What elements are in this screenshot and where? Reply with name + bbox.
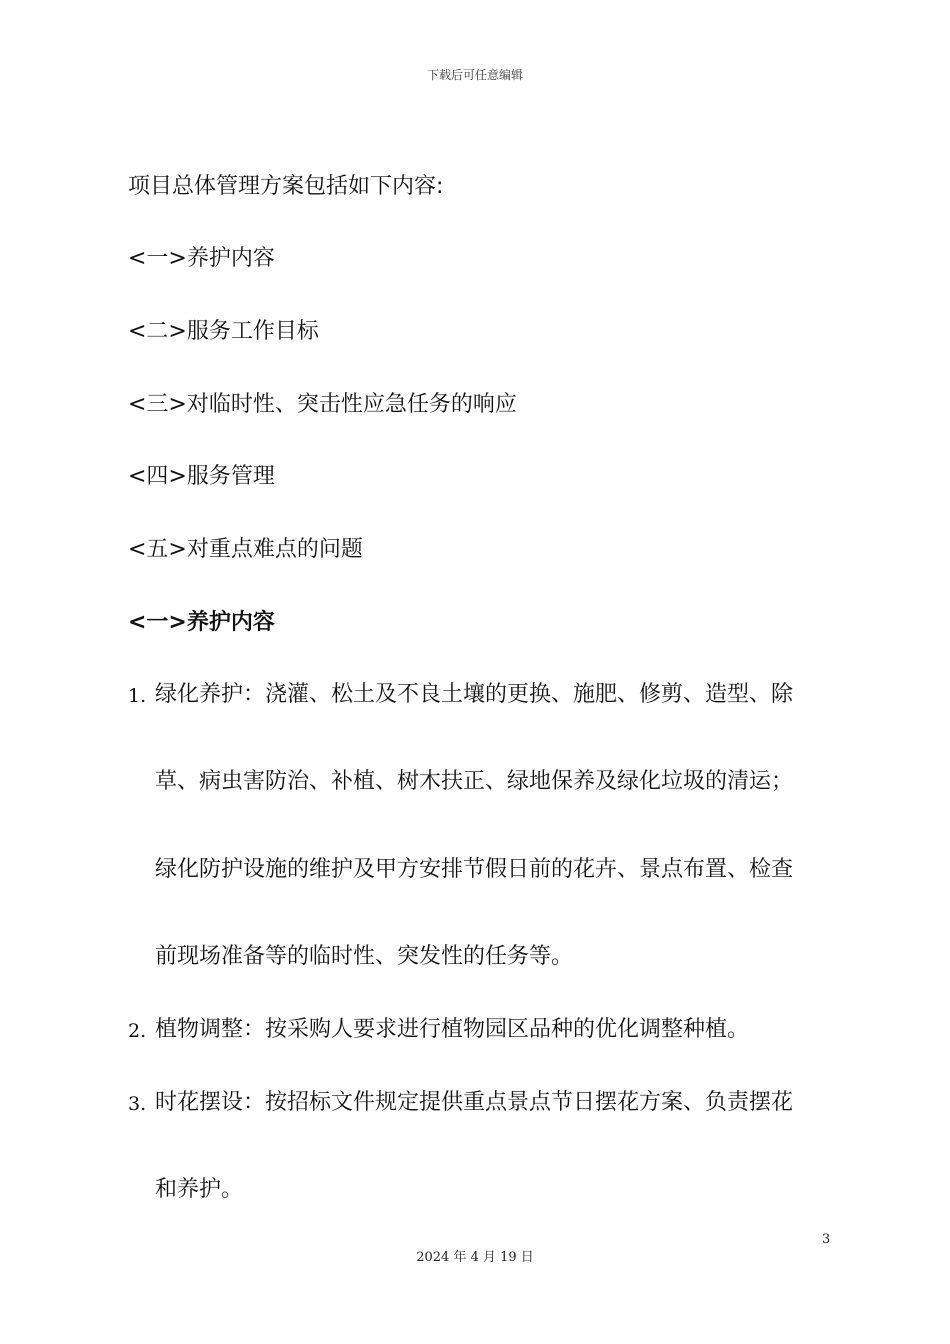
list-item-1-line-1: 绿化养护：浇灌、松土及不良土壤的更换、施肥、修剪、造型、除 <box>155 682 794 707</box>
toc-item-3: <三>对临时性、突击性应急任务的响应 <box>128 392 517 417</box>
list-item-3-line-2: 和养护。 <box>155 1177 244 1202</box>
page-number: 3 <box>822 1232 831 1247</box>
intro-text: 项目总体管理方案包括如下内容: <box>128 174 444 199</box>
page-footer-date: 2024 年 4 月 19 日 <box>416 1250 534 1265</box>
list-item-2-line-1: 植物调整：按采购人要求进行植物园区品种的优化调整种植。 <box>155 1017 750 1042</box>
list-item-number-1: 1. <box>128 685 147 707</box>
list-item-1-line-2: 草、病虫害防治、补植、树木扶正、绿地保养及绿化垃圾的清运； <box>155 769 794 794</box>
toc-item-2: <二>服务工作目标 <box>128 319 319 344</box>
section-heading: <一>养护内容 <box>128 610 275 635</box>
list-item-1-line-3: 绿化防护设施的维护及甲方安排节假日前的花卉、景点布置、检查 <box>155 857 794 882</box>
toc-item-1: <一>养护内容 <box>128 246 275 271</box>
toc-item-4: <四>服务管理 <box>128 464 275 489</box>
page-header: 下载后可任意编辑 <box>426 68 523 82</box>
list-item-number-3: 3. <box>128 1093 147 1115</box>
toc-item-5: <五>对重点难点的问题 <box>128 537 363 562</box>
list-item-number-2: 2. <box>128 1020 147 1042</box>
list-item-1-line-4: 前现场准备等的临时性、突发性的任务等。 <box>155 944 574 969</box>
list-item-3-line-1: 时花摆设：按招标文件规定提供重点景点节日摆花方案、负责摆花 <box>155 1090 794 1115</box>
